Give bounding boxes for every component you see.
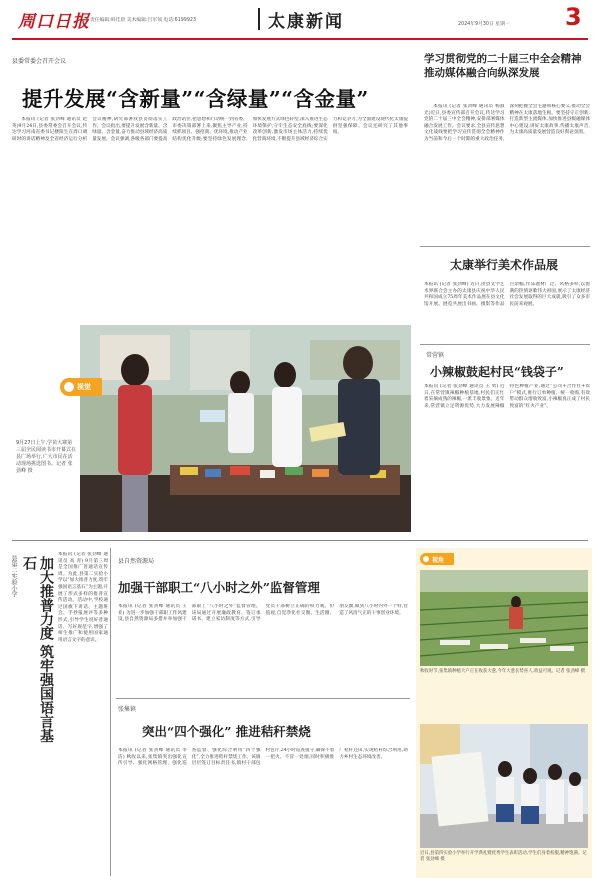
middle-divider bbox=[116, 698, 410, 699]
lead-photo bbox=[80, 325, 411, 532]
school-title: 加大推普力度 筑牢强国语言基石 bbox=[21, 556, 54, 743]
right-top-byline: 本报讯 (记者 张劲峰 通讯员 杨淑光) bbox=[424, 104, 505, 116]
shijiao-tag bbox=[420, 553, 454, 565]
masthead-rule bbox=[12, 38, 588, 40]
masthead-editors: 责任编辑:韩佳晨 美术编辑:吕军领 电话:6199923 bbox=[90, 18, 197, 23]
issue-date: 2024年9月30日 星期一 bbox=[458, 22, 510, 27]
right-divider-2 bbox=[420, 344, 590, 345]
supervise-body: 本报讯 (记者 张劲峰 通讯员 王 亚) 为进一步加强干部职工作风建设,县自然资源局多措并举加强干部职工“八小时之外”监督管理。该局通过开展廉政教育、签订承诺书、建立家访制度等方式,引导党员干部树立正确的权力观、价值观,自觉净化社交圈、生活圈、朋友圈,做到八小时内外一个样,营造了风清气正的干事创业环境。 bbox=[118, 604, 408, 623]
right-top-title: 学习贯彻党的二十届三中全会精神 推动媒体融合向纵深发展 bbox=[424, 53, 582, 79]
scallion-photo bbox=[420, 570, 588, 666]
supervise-title: 加强干部职工“八小时之外”监督管理 bbox=[118, 580, 320, 595]
dump-body: 本报讯 (记者 张劲峰 通讯员 李 洁) 秋收以来,张集镇突出强化宣传引导、强化网格管理、强化巡查监督、强化综合利用“四个强化”,全力推进秸秆禁烧工作。该镇层层签订目标责任书,镇村干部包村包片,24小时巡查值守,确保不着一把火、不冒一处烟,同时积极推广秸秆还田,实现秸秆综合利用,助力乡村生态环境改善。 bbox=[118, 748, 408, 767]
right-divider-1 bbox=[420, 246, 590, 247]
left-vert-rule bbox=[110, 548, 111, 876]
dump-title: 突出“四个强化” 推进秸秆禁烧 bbox=[142, 724, 311, 739]
camera-icon bbox=[423, 556, 429, 562]
school-photo bbox=[420, 724, 588, 848]
mid-rule bbox=[12, 540, 588, 541]
pepper-body: 本报讯 (记者 张劲峰 通讯员 王 勇) 近日,在常营镇辣椒种植基地,村民们正忙着采摘成熟的辣椒,一派丰收景象。近年来,常营镇立足资源优势,大力发展辣椒特色种植产业,通过“公司+合作社+农户”模式,推行订单种植、统一收购,有效带动群众增收致富,小辣椒真正成了村民致富的“红火产业”。 bbox=[424, 384, 590, 409]
school-photo-caption: 近日,县第四实验小学举行开学典礼暨优秀学生表彰活动,学生们身着校服,精神饱满。记者 张劲峰 摄 bbox=[420, 851, 587, 862]
art-title: 太康举行美术作品展 bbox=[450, 258, 559, 272]
newspaper-logo: 周口日报 bbox=[18, 12, 90, 32]
pepper-kicker: 常营镇 bbox=[426, 352, 445, 359]
lead-photo-tag bbox=[60, 378, 102, 396]
lead-byline: 本报讯 (记者 张劲峰 通讯员 赵 英) bbox=[12, 117, 88, 129]
right-top-text: 近日,县委宣传部召开会议,传达学习党的二十届三中全会精神,安排部署媒体融合发展工作。会议要求,全县宣传思想文化战线要把学习宣传贯彻全会精神作为当前和今后一个时期的重大政治任务,深刻把握全会主题和核心要义,推动全会精神在太康落地生根。要坚持守正创新,打造新型主流媒体,加快推进县级融媒体中心建设,讲好太康故事,传播太康声音,为太康高质量发展营造良好舆论氛围。 bbox=[424, 104, 590, 142]
masthead bbox=[0, 0, 600, 42]
school-body: 本报讯 (记者 张劲峰 通讯员 高 青) 9月第三周是全国推广普通话宣传周。为此,县第二实验小学以“加大推普力度,筑牢强国语言基石”为主题,开展了形式多样的推普宣传活动。活动中,学校通过国旗下讲话、主题班会、手抄报展评等多种形式,引导学生说好普通话、写好规范字,增强了师生推广和使用国家通用语言文字的意识。 bbox=[58, 552, 108, 643]
school-ceremony-image bbox=[420, 724, 588, 848]
lead-photo-caption: 9月27日上午,学苗大寨第三届全民阅读书市开幕式在县广场举行,广大市民在活动现场挑选图书。记者 张劲峰 摄 bbox=[16, 440, 77, 474]
shijiao-label: 视角 bbox=[432, 557, 445, 564]
photo-tag-label: 视觉 bbox=[77, 383, 91, 391]
eye-icon bbox=[64, 382, 74, 392]
scallion-field-image bbox=[420, 570, 588, 666]
pepper-title: 小辣椒鼓起村民“钱袋子” bbox=[430, 365, 564, 379]
lead-title: 提升发展“含新量”“含绿量”“含金量” bbox=[22, 87, 369, 111]
right-top-body bbox=[424, 104, 590, 244]
page-number: 3 bbox=[565, 3, 582, 31]
art-body: 本报讯 (记者 张劲峰) 近日,由县文学艺术界联合会主办的太康县庆祝中华人民共和国成立75周年美术作品展在县文化馆开展。展览共展出书画、摄影等作品百余幅,作品题材广泛、风格多样,以饱满的热情讴歌伟大祖国,展示了太康经济社会发展取得的巨大成就,吸引了众多市民前来观展。 bbox=[424, 282, 590, 307]
dump-kicker: 张集镇 bbox=[118, 706, 137, 713]
supervise-kicker: 县自然资源局 bbox=[118, 558, 155, 565]
lead-text: 9月24日,县委常委会召开会议,传达学习河南省委书记楼阳生在周口调研时的讲话精神及全省经济运行分析会议精神,研究部署我县贯彻落实工作。会议指出,要提升发展含新量、含绿量、含金量,奋力推动县域经济高质量发展。会议强调,各级各部门要提高政治站位,把思想和行动统一到省委、市委决策部署上来,聚焦主导产业,持续抓项目、强招商、优环境,推动产业结构优化升级;要坚持绿色发展理念,加快发展方式绿色转型,深入推进生态环境保护,守牢生态安全底线;要深化改革创新,激发市场主体活力,持续优化营商环境,不断提升县域经济综合实力和竞争力,为全面建设现代化太康提供坚强保障。会议还研究了其他事项。 bbox=[12, 117, 408, 142]
section-divider bbox=[258, 8, 260, 30]
lead-kicker: 县委常委会召开会议 bbox=[12, 58, 67, 65]
scallion-caption: 秋收时节,张集镇种植大户正在收获大葱,今年大葱长势喜人,收益可观。记者 张劲峰 摄 bbox=[420, 669, 586, 674]
book-fair-photo bbox=[80, 325, 411, 532]
school-kicker: 县第二实验小学 bbox=[10, 555, 17, 597]
section-title: 太康新闻 bbox=[268, 12, 344, 32]
lead-body bbox=[12, 117, 408, 327]
